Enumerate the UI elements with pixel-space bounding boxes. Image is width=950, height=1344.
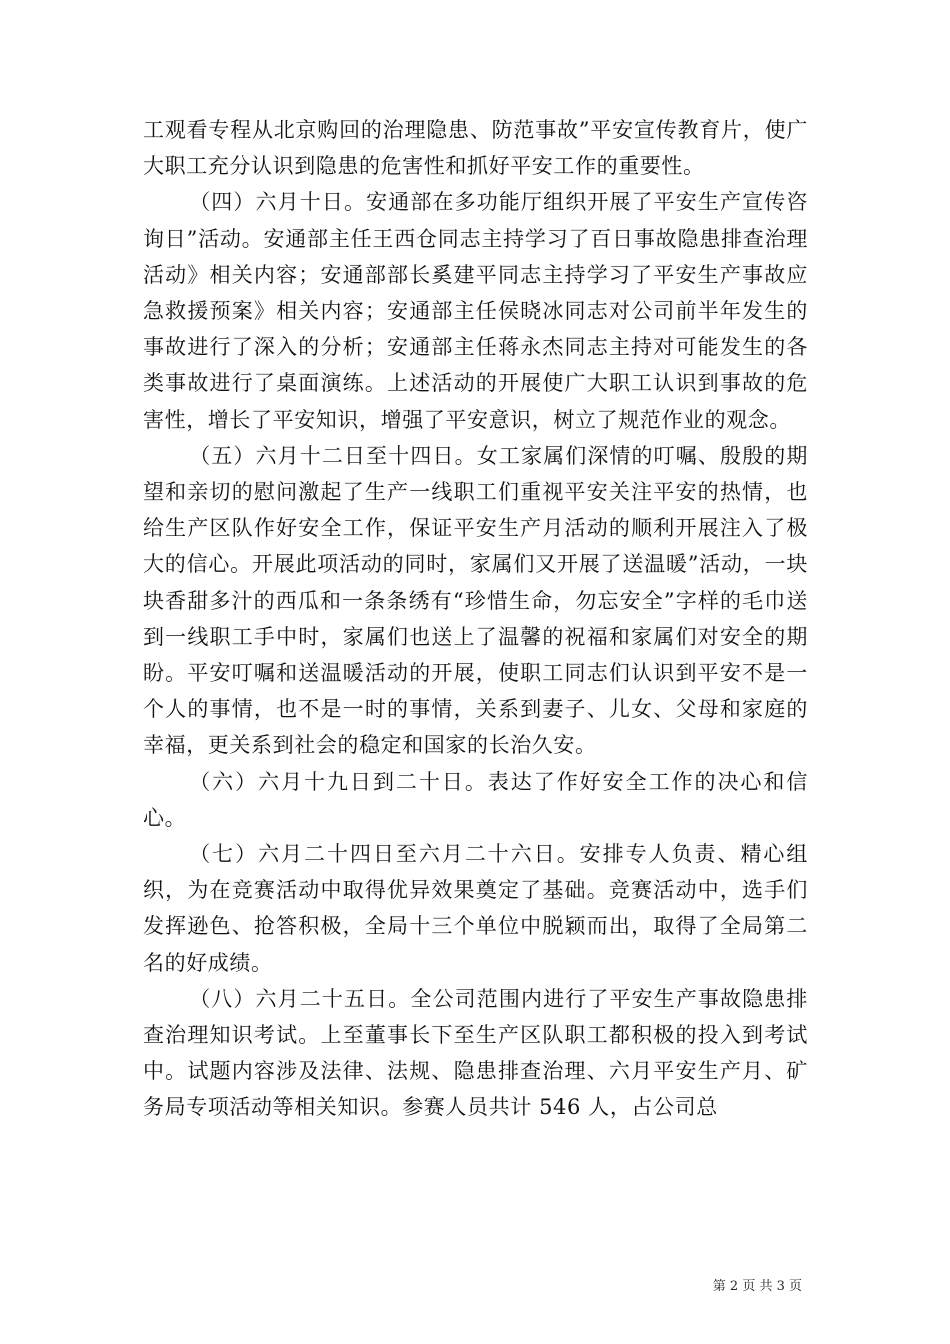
page-number-footer: 第 2 页 共 3 页 xyxy=(712,1279,802,1294)
document-body xyxy=(143,112,808,1126)
paragraph-item-5: （五）六月十二日至十四日。女工家属们深情的叮嘱、殷殷的期望和亲切的慰问激起了生产一线职工们重视平安关注平安的热情，也给生产区队作好安全工作，保证平安生产月活动的顺利开展注入了极大的信心。开展此项活动的同时，家属们又开展了送温暖”活动，一块块香甜多汁的西瓜和一条条绣有“珍惜生命，勿忘安全”字样的毛巾送到一线职工手中时，家属们也送上了温馨的祝福和家属们对安全的期盼。平安叮嘱和送温暖活动的开展，使职工同志们认识到平安不是一个人的事情，也不是一时的事情，关系到妻子、儿女、父母和家庭的幸福，更关系到社会的稳定和国家的长治久安。 xyxy=(143,443,808,758)
paragraph-item-6: （六）六月十九日到二十日。表达了作好安全工作的决心和信心。 xyxy=(143,769,808,830)
paragraph-item-4: （四）六月十日。安通部在多功能厅组织开展了平安生产宣传咨询日”活动。安通部主任王西仓同志主持学习了百日事故隐患排查治理活动》相关内容；安通部部长奚建平同志主持学习了平安生产事故应急救援预案》相关内容；安通部主任侯晓冰同志对公司前半年发生的事故进行了深入的分析；安通部主任蒋永杰同志主持对可能发生的各类事故进行了桌面演练。上述活动的开展使广大职工认识到事故的危害性，增长了平安知识，增强了平安意识，树立了规范作业的观念。 xyxy=(143,190,808,432)
paragraph-item-8: （八）六月二十五日。全公司范围内进行了平安生产事故隐患排查治理知识考试。上至董事长下至生产区队职工都积极的投入到考试中。试题内容涉及法律、法规、隐患排查治理、六月平安生产月、矿务局专项活动等相关知识。参赛人员共计 546 人，占公司总 xyxy=(143,986,808,1120)
paragraph-continuation: 工观看专程从北京购回的治理隐患、防范事故”平安宣传教育片，使广大职工充分认识到隐患的危害性和抓好平安工作的重要性。 xyxy=(143,118,808,179)
paragraph-item-7: （七）六月二十四日至六月二十六日。安排专人负责、精心组织，为在竞赛活动中取得优异效果奠定了基础。竞赛活动中，选手们发挥逊色、抢答积极，全局十三个单位中脱颖而出，取得了全局第二名的好成绩。 xyxy=(143,842,808,975)
